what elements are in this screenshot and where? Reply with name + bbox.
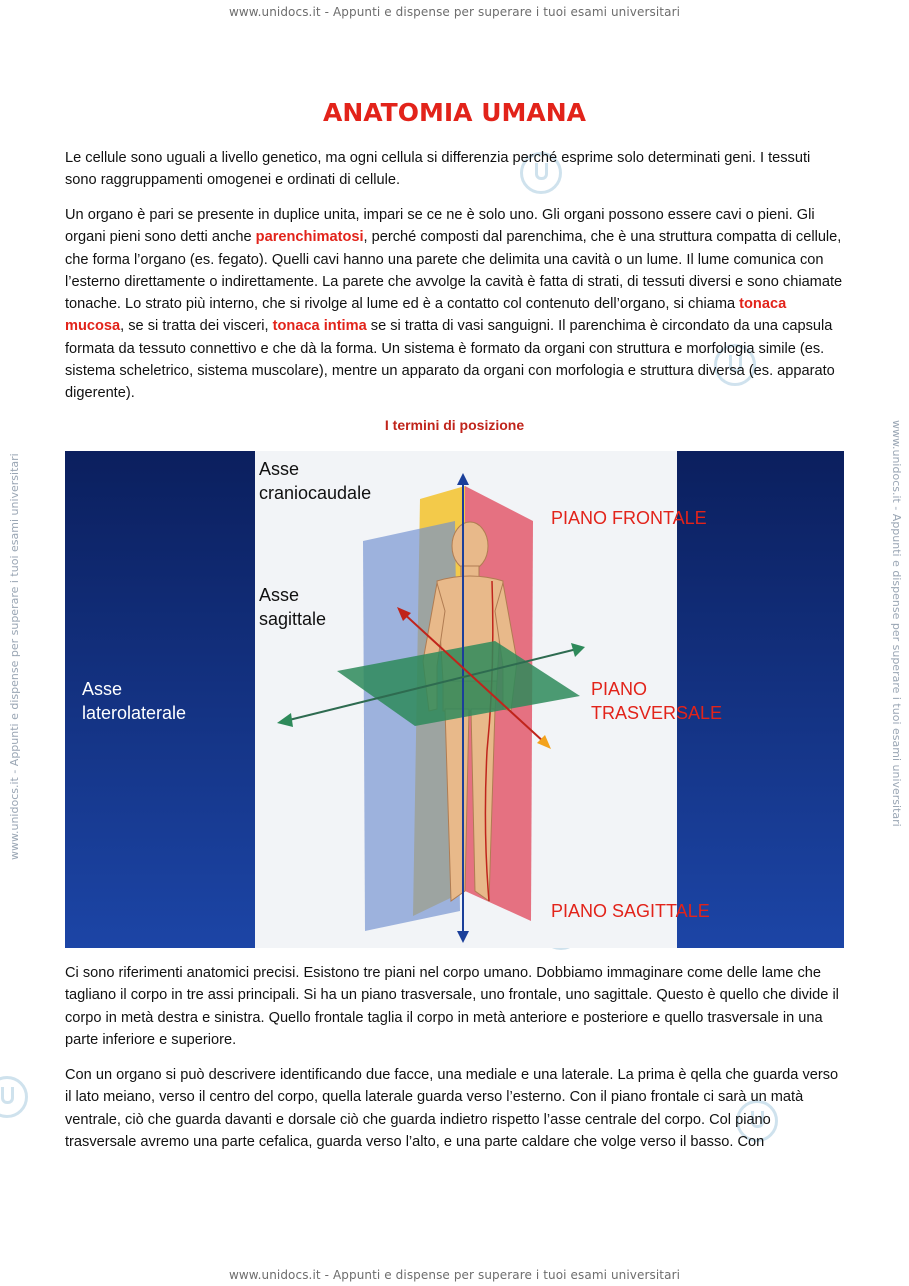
page-header: www.unidocs.it - Appunti e dispense per superare i tuoi esami universitari: [228, 5, 681, 19]
label-piano-trasv-1: PIANO: [591, 679, 648, 699]
label-asse-sag-2: sagittale: [259, 609, 327, 629]
label-piano-sagittale: PIANO SAGITTALE: [551, 901, 710, 921]
left-blue-panel: [65, 451, 255, 948]
term-parenchimatosi: parenchimatosi: [255, 229, 364, 246]
page-title: ANATOMIA UMANA: [322, 98, 586, 127]
paragraph-cells: Le cellule sono uguali a livello genetico, ma ogni cellula si differenzia perché esprime solo determinati geni. I tessuti sono raggruppamenti omogenei e ordinati di cellule.: [65, 150, 811, 189]
paragraph-organs: Un organo è pari se presente in duplice unita, impari se ce ne è solo uno. Gli organi possono essere cavi o pieni. Gli organi pieni sono detti anche parenchimatosi, perché composti dal parenchima, che è una struttura compatta di cellule, che forma l’organo (es. fegato). Quelli cavi hanno una parete che delimita una cavità o un lume. Il lume comunica con l’esterno direttamente o indirettamente. La parete che avvolge la cavità è fatta di strati, di tessuti diversi e sono chiamate tonache. Lo strato più interno, che si rivolge al lume ed è a contatto col contenuto dell’organo, si chiama tonaca mucosa, se si tratta dei visceri, tonaca intima se si tratta di vasi sanguigni. Il parenchima è circondato da una capsula formata da tessuto connettivo e che dà la forma. Un sistema è formato da organi con struttura e morfologia simile (es. sistema scheletrico, sistema muscolare), mentre un apparato da organi con morfologia e struttura diversa (es. apparato digerente).: [65, 207, 843, 402]
label-asse-lat-2: laterolaterale: [82, 703, 187, 723]
label-asse-sag-1: Asse: [259, 585, 300, 605]
watermark-logo-icon: [0, 1076, 28, 1118]
label-piano-frontale: PIANO FRONTALE: [551, 508, 707, 528]
planes-diagram: [65, 451, 844, 948]
section-subtitle: I termini di posizione: [384, 417, 525, 433]
anatomical-planes-figure: [65, 451, 844, 948]
label-asse-cranio-1: Asse: [259, 459, 300, 479]
side-watermark-right: www.unidocs.it - Appunti e dispense per superare i tuoi esami universitari: [890, 420, 903, 827]
side-watermark-left: www.unidocs.it - Appunti e dispense per superare i tuoi esami universitari: [8, 453, 21, 860]
paragraph-planes: Ci sono riferimenti anatomici precisi. Esistono tre piani nel corpo umano. Dobbiamo immaginare come delle lame che tagliano il corpo in tre assi principali. Si ha un piano trasversale, uno frontale, uno sagittale. Questo è quello che divide il corpo in metà destra e sinistra. Quello frontale taglia il corpo in metà anteriore e posteriore e quello trasversale in una parte inferiore e superiore.: [65, 965, 839, 1048]
term-tonaca-mucosa: tonaca mucosa: [65, 296, 787, 335]
term-tonaca-intima: tonaca intima: [272, 318, 367, 335]
label-asse-lat-1: Asse: [82, 679, 123, 699]
label-asse-cranio-2: craniocaudale: [259, 483, 372, 503]
page-footer: www.unidocs.it - Appunti e dispense per superare i tuoi esami universitari: [228, 1268, 681, 1282]
paragraph-faces: Con un organo si può descrivere identificando due facce, una mediale e una laterale. La prima è qella che guarda verso il lato meiano, verso il centro del corpo, quella laterale guarda verso l’esterno. Con il piano frontale ci sarà un matà ventrale, ciò che guarda davanti e dorsale ciò che guarda indietro rispetto l’asse centrale del corpo. Col piano trasversale avremo una parte cefalica, guarda verso l’alto, e una parte caldare che volge verso il basso. Con: [65, 1067, 839, 1150]
label-piano-trasv-2: TRASVERSALE: [591, 703, 723, 723]
